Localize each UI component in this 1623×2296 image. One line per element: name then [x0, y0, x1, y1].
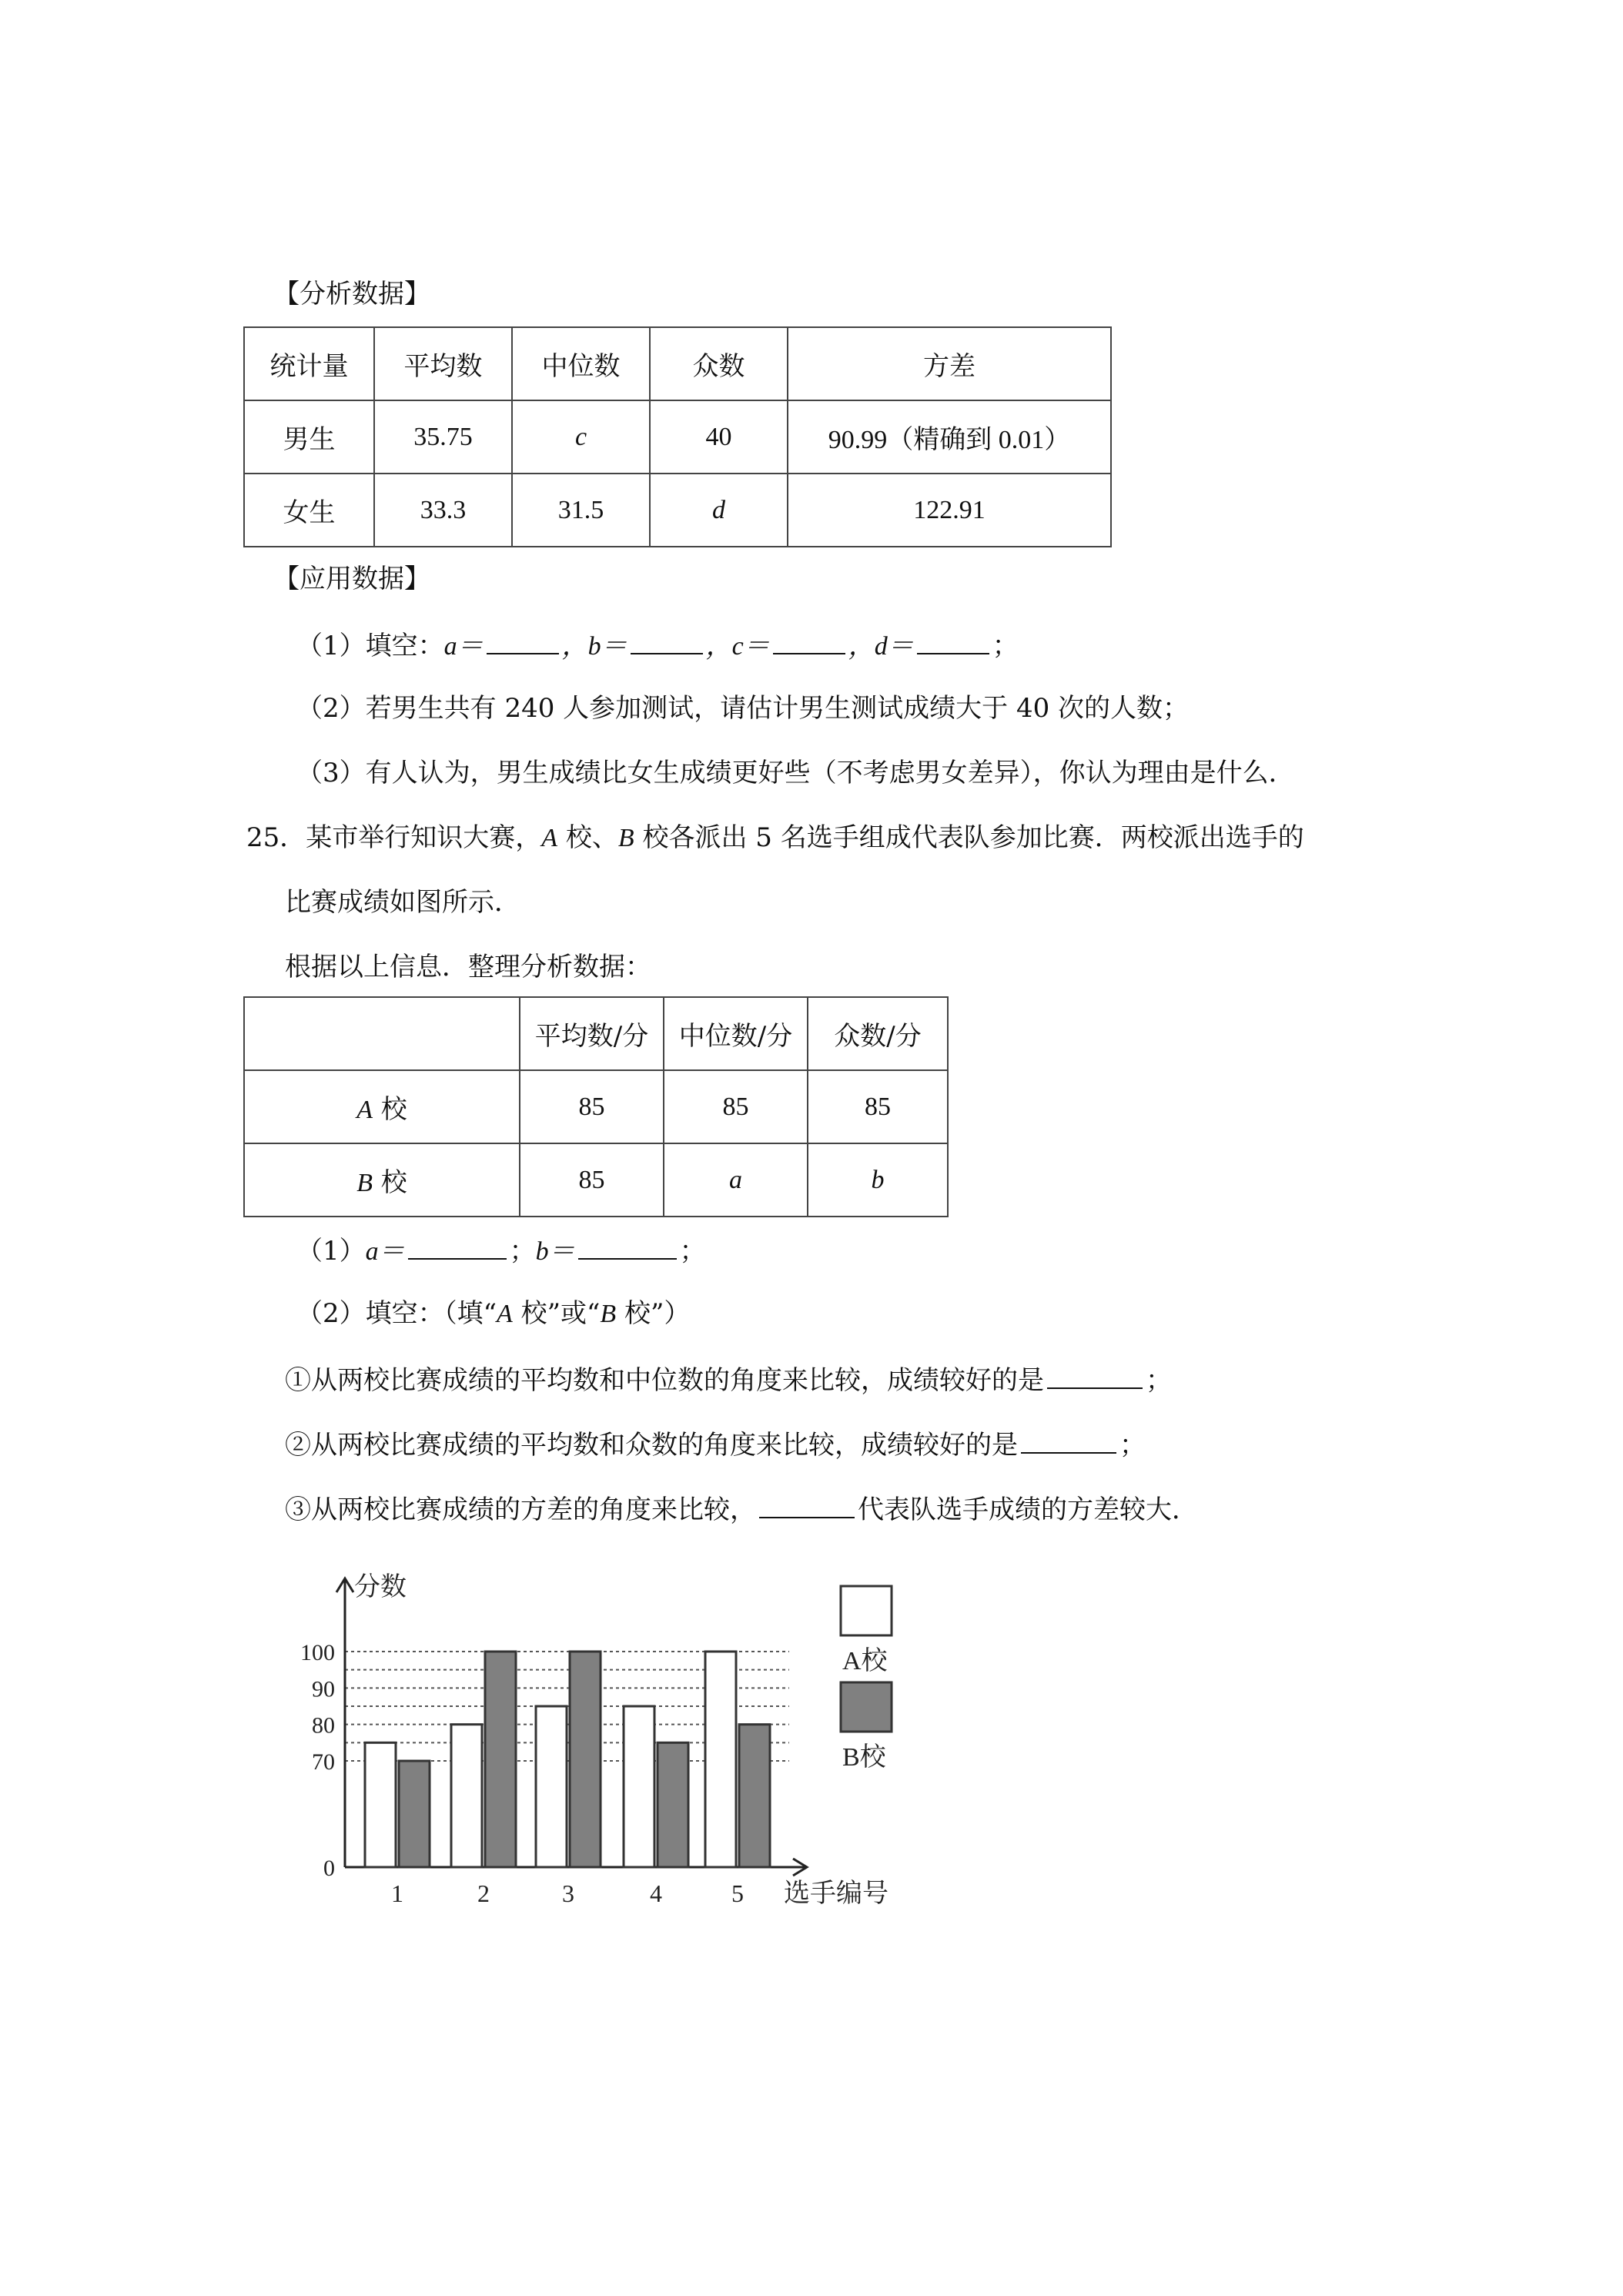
cell-median: 31.5 — [512, 474, 650, 547]
school-b-label: B — [356, 1169, 373, 1197]
q25-b-label: b＝ — [535, 1237, 575, 1266]
cell-mode: 85 — [808, 1070, 948, 1143]
q24-c-label: ，c＝ — [705, 632, 770, 661]
school-a-label: A — [541, 824, 558, 852]
q25-sub3-text: 代表队选手成绩的方差较大． — [858, 1494, 1198, 1525]
legend-swatch-b — [841, 1682, 892, 1732]
cell-mean: 85 — [520, 1143, 664, 1217]
cell-mode: d — [650, 474, 788, 547]
bar-a-4 — [624, 1706, 654, 1867]
q25-line3: 根据以上信息．整理分析数据： — [285, 952, 651, 982]
cell-median: 85 — [664, 1070, 808, 1143]
q25-text: 校、 — [557, 822, 618, 853]
q24-part3: （3）有人认为，男生成绩比女生成绩更好些（不考虑男女差异），你认为理由是什么． — [296, 758, 1295, 788]
section-analysis-heading: 【分析数据】 — [273, 279, 430, 310]
x-tick-label: 5 — [731, 1879, 744, 1907]
school-b-label: B — [600, 1300, 617, 1328]
school-a-label: A — [356, 1096, 373, 1124]
th-mean: 平均数 — [374, 327, 512, 400]
q25-part1-end: ； — [679, 1236, 706, 1267]
q25-sub1-text: ①从两校比赛成绩的平均数和中位数的角度来比较，成绩较好的是 — [285, 1365, 1044, 1396]
bar-b-2 — [485, 1652, 516, 1867]
q24-part2: （2）若男生共有 240 人参加测试，请估计男生测试成绩大于 40 次的人数； — [296, 693, 1190, 724]
row-label-text: 校 — [372, 1167, 407, 1198]
bar-a-3 — [536, 1706, 567, 1867]
q24-a-label: a＝ — [443, 632, 484, 661]
q24-d-label: ，d＝ — [848, 632, 914, 661]
x-tick-label: 2 — [477, 1879, 490, 1907]
x-axis-label: 选手编号 — [784, 1879, 888, 1908]
y-tick-label: 80 — [312, 1712, 335, 1739]
q25-part1-prefix: （1） — [296, 1236, 366, 1267]
legend-label-a: A校 — [842, 1647, 888, 1675]
th-median: 中位数 — [512, 327, 650, 400]
y-tick-label: 70 — [312, 1749, 335, 1775]
q24-part1-prefix: （1）填空： — [296, 631, 444, 661]
q25-sub3-text: ③从两校比赛成绩的方差的角度来比较， — [285, 1494, 756, 1525]
bar-b-3 — [570, 1652, 601, 1867]
row-label: 女生 — [244, 474, 374, 547]
cell-mean: 33.3 — [374, 474, 512, 547]
y-tick-label: 100 — [300, 1640, 335, 1665]
bar-b-5 — [739, 1725, 770, 1867]
legend-swatch-a — [841, 1586, 892, 1635]
th-stat: 统计量 — [244, 327, 374, 400]
x-tick-label: 3 — [562, 1879, 574, 1907]
cell-median: c — [512, 400, 650, 474]
q25-sub2-text: ②从两校比赛成绩的平均数和众数的角度来比较，成绩较好的是 — [285, 1430, 1018, 1461]
y-tick-label: 90 — [312, 1676, 335, 1702]
x-tick-label: 4 — [650, 1879, 662, 1907]
separator: ； — [509, 1236, 536, 1267]
school-a-label: A — [497, 1300, 513, 1328]
q25-a-label: a＝ — [365, 1237, 405, 1266]
cell-mean: 35.75 — [374, 400, 512, 474]
q25-text: 校”或“ — [512, 1298, 601, 1329]
cell-variance: 90.99（精确到 0.01） — [788, 400, 1111, 474]
q24-b-label: ，b＝ — [561, 632, 627, 661]
section-apply-heading: 【应用数据】 — [273, 564, 430, 594]
q25-text: 校各派出 5 名选手组成代表队参加比赛．两校派出选手的 — [634, 822, 1304, 853]
th-median: 中位数/分 — [664, 997, 808, 1070]
cell-mode: 40 — [650, 400, 788, 474]
separator: ； — [1119, 1430, 1146, 1461]
separator: ； — [1146, 1365, 1172, 1396]
q25-text: （2）填空：（填“ — [296, 1298, 497, 1329]
bar-a-5 — [705, 1652, 736, 1867]
y-axis-label: 分数 — [354, 1573, 407, 1602]
row-label: 男生 — [244, 400, 374, 474]
bar-a-2 — [451, 1725, 482, 1867]
q25-text: 25．某市举行知识大赛， — [246, 822, 542, 853]
th-mode: 众数 — [650, 327, 788, 400]
th-mean: 平均数/分 — [520, 997, 664, 1070]
q25-text: 校”） — [616, 1298, 691, 1329]
legend-label-b: B校 — [842, 1743, 886, 1772]
school-b-label: B — [617, 824, 634, 852]
q25-line2: 比赛成绩如图所示． — [285, 887, 520, 918]
bar-b-4 — [658, 1742, 688, 1867]
th-variance: 方差 — [788, 327, 1111, 400]
cell-mode: b — [808, 1143, 948, 1217]
cell-mean: 85 — [520, 1070, 664, 1143]
q24-part1-end: ； — [992, 631, 1019, 661]
y-tick-label: 0 — [323, 1856, 335, 1881]
th-mode: 众数/分 — [808, 997, 948, 1070]
cell-variance: 122.91 — [788, 474, 1111, 547]
bar-a-1 — [365, 1742, 396, 1867]
cell-median: a — [664, 1143, 808, 1217]
x-tick-label: 1 — [391, 1879, 403, 1907]
bar-b-1 — [399, 1761, 430, 1867]
row-label-text: 校 — [372, 1094, 407, 1125]
